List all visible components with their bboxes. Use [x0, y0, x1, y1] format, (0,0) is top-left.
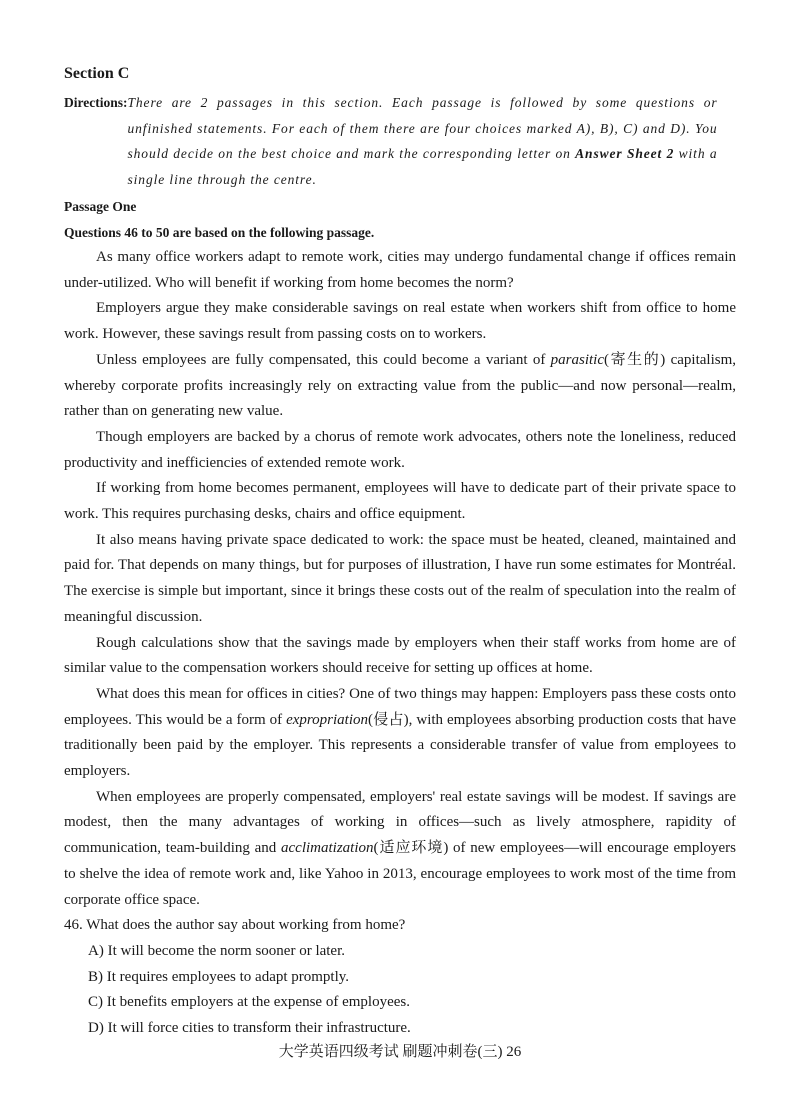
answer-sheet-reference: Answer Sheet 2: [575, 146, 675, 161]
paragraph-4: Though employers are backed by a chorus of remote work advocates, others note the loneliness, reduced productivity and inefficiencies of extended remote work.: [64, 428, 736, 471]
paragraph-9-gloss: (适应环境): [373, 840, 449, 857]
paragraph-8-part-b: , with employees absorbing production costs that have traditionally been paid by the employer. This represents a considerable transfer of value from employees to employers.: [64, 711, 736, 780]
paragraph-6: It also means having private space dedicated to work: the space must be heated, cleaned, maintained and paid for. That depends on many things, but for purposes of illustration, I have run some estimates for Montréal. The exercise is simple but important, since it brings these costs out of the realm of speculation into the realm of meaningful discussion.: [64, 531, 736, 625]
section-title: Section C: [64, 65, 130, 82]
paragraph-3: [64, 348, 736, 425]
questions-heading: Questions 46 to 50 are based on the following passage.: [64, 224, 375, 240]
paragraph-3-part-b: capitalism, whereby corporate profits increasingly rely on extracting value from the public—and now personal—realm, rather than on generating new value.: [64, 351, 737, 420]
question-46-stem: 46. What does the author say about working from home?: [64, 917, 406, 934]
directions-text: [128, 90, 718, 192]
paragraph-9: [64, 785, 736, 914]
directions-block: [64, 90, 736, 192]
paragraph-9-part-a: When employees are properly compensated, employers' real estate savings will be modest. If savings are modest, then the many advantages of working in offices—such as lively atmosphere, rapidity of communication, team-building and: [64, 788, 736, 857]
question-46-option-b[interactable]: B) It requires employees to adapt promptly.: [88, 968, 350, 985]
directions-text-part-2: with a single line through the centre.: [127, 146, 718, 187]
paragraph-5: If working from home becomes permanent, employees will have to dedicate part of their private space to work. This requires purchasing desks, chairs and office equipment.: [64, 480, 736, 523]
page-footer: 大学英语四级考试 刷题冲刺卷(三) 26: [278, 1044, 522, 1060]
paragraph-7: Rough calculations show that the savings made by employers when their staff works from home are of similar value to the compensation workers should receive for setting up offices at home.: [64, 634, 736, 677]
paragraph-3-part-a: Unless employees are fully compensated, this could become a variant of: [96, 351, 551, 368]
paragraph-8-part-a: What does this mean for offices in cities? One of two things may happen: Employers pass these costs onto employees. This would be a form of: [64, 685, 736, 728]
question-46-option-a[interactable]: A) It will become the norm sooner or later.: [88, 942, 346, 959]
paragraph-2: Employers argue they make considerable savings on real estate when workers shift from office to home work. However, these savings result from passing costs on to workers.: [64, 300, 736, 343]
directions-text-part-1: There are 2 passages in this section. Each passage is followed by some questions or unfinished statements. For each of them there are four choices marked A), B), C) and D). You should decide on the best choice and mark the corresponding letter on: [127, 95, 718, 161]
paragraph-9-term: acclimatization: [281, 840, 374, 857]
passage-title: Passage One: [64, 199, 137, 214]
question-46-option-d[interactable]: D) It will force cities to transform their infrastructure.: [88, 1020, 411, 1037]
paragraph-1: As many office workers adapt to remote work, cities may undergo fundamental change if offices remain under-utilized. Who will benefit if working from home becomes the norm?: [64, 249, 736, 291]
paragraph-3-gloss: (寄生的): [604, 351, 666, 368]
directions-label: Directions:: [64, 95, 128, 110]
exam-page: [64, 62, 736, 1042]
question-46-option-c[interactable]: C) It benefits employers at the expense of employees.: [88, 994, 410, 1011]
paragraph-8-gloss: (侵占): [368, 711, 409, 728]
paragraph-9-part-b: of new employees—will encourage employers to shelve the idea of remote work and, like Yahoo in 2013, encourage employees to work most of the time from corporate office space.: [64, 840, 736, 908]
paragraph-8-term: expropriation: [286, 711, 368, 728]
paragraph-3-term: parasitic: [550, 351, 604, 368]
paragraph-8: [64, 682, 736, 785]
